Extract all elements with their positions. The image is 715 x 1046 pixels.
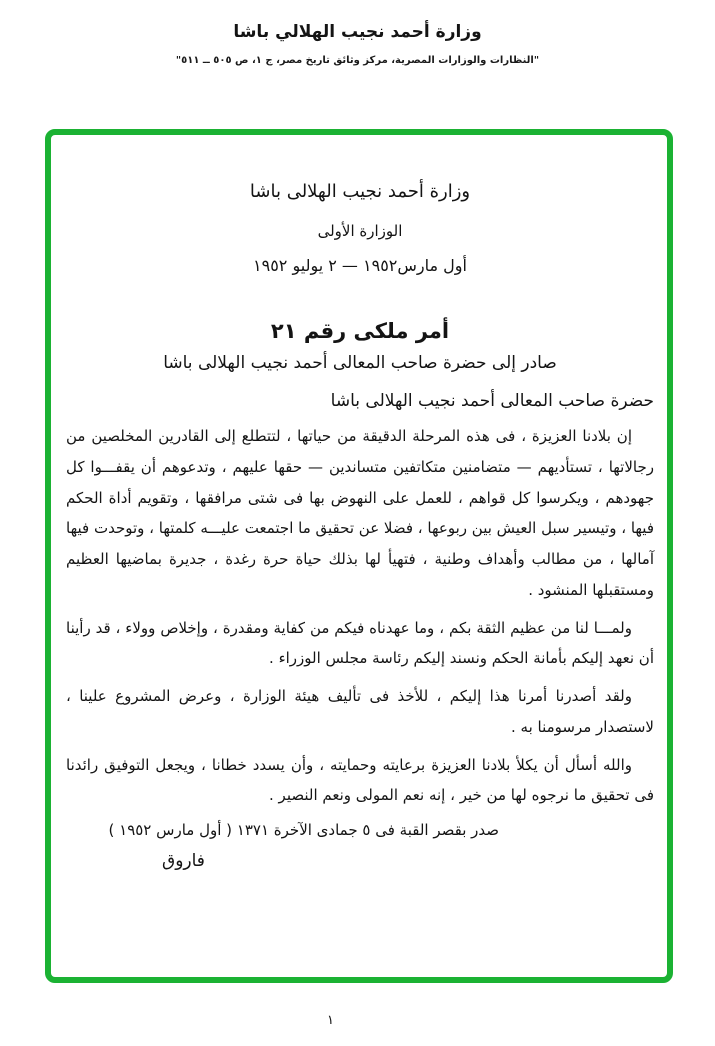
- source-citation: "النظارات والوزارات المصرية، مركز وثائق تاريخ مصر، ج ١، ص ٥٠٥ ــ ٥١١": [175, 55, 540, 66]
- royal-order-title: أمر ملكى رقم ٢١: [270, 319, 450, 343]
- decree-paragraph: ولقد أصدرنا أمرنا هذا إليكم ، للأخذ فى تأليف هيئة الوزارة ، وعرض المشروع علينا ، لاستصدار مرسومنا به .: [66, 687, 654, 736]
- signature: فاروق: [162, 851, 205, 871]
- ministry-dates: أول مارس١٩٥٢ — ٢ يوليو ١٩٥٢: [253, 256, 467, 275]
- page-number: ١: [327, 1013, 334, 1028]
- issued-line: صدر بقصر القبة فى ٥ جمادى الآخرة ١٣٧١ ( أول مارس ١٩٥٢ ): [108, 821, 499, 839]
- salutation-line: حضرة صاحب المعالى أحمد نجيب الهلالى باشا: [330, 391, 654, 411]
- ministry-order-label: الوزارة الأولى: [317, 222, 403, 240]
- decree-green-frame: [45, 129, 673, 983]
- decree-paragraph: والله أسأل أن يكلأ بلادنا العزيزة برعايته وحمايته ، وأن يسدد خطانا ، ويجعل التوفيق رائدنا فى تحقيق ما نرجوه لها من خير ، إنه نعم المولى ونعم النصير .: [66, 755, 654, 805]
- decree-paragraph: إن بلادنا العزيزة ، فى هذه المرحلة الدقيقة من حياتها ، لتتطلع إلى القادرين المخلصين من رجالاتها ، تستأديهم — متضامنين متكاتفين متساندين — حقها عليهم ، وتدعوهم أن يقفـــوا كل جهودهم ، ويكرسوا كل قواهم ، للعمل على النهوض بها فى شتى مرافقها ، وتقويم أداة الحكم فيها ، وتيسير سبل العيش بين ربوعها ، فضلا عن تحقيق ما اجتمعت عليـــه كلمتها ، وتوحدت فيها آمالها ، من مطالب وأهداف وطنية ، فتهيأ لها بذلك حياة حرة رغدة ، جديرة بماضيها العظيم ومستقبلها المنشود .: [66, 427, 654, 599]
- page-title: وزارة أحمد نجيب الهلالي باشا: [233, 22, 482, 42]
- document-header: [0, 0, 715, 66]
- royal-order-subtitle: صادر إلى حضرة صاحب المعالى أحمد نجيب الهلالى باشا: [163, 353, 557, 373]
- ministry-title: وزارة أحمد نجيب الهلالى باشا: [249, 181, 471, 202]
- decree-paragraph: ولمـــا لنا من عظيم الثقة بكم ، وما عهدناه فيكم من كفاية ومقدرة ، وإخلاص وولاء ، قد رأينا أن نعهد إليكم بأمانة الحكم ونسند إليكم رئاسة مجلس الوزراء .: [66, 618, 654, 668]
